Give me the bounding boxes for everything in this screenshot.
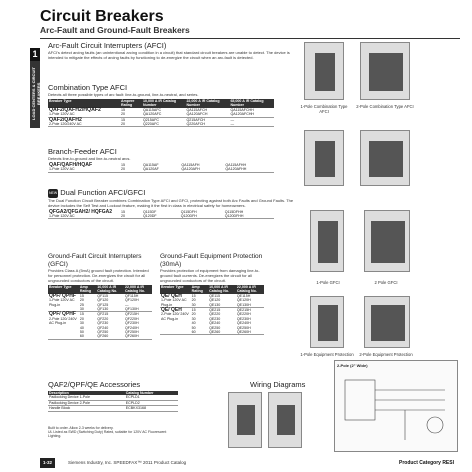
page-number: 1-32 [40, 458, 55, 468]
table-row: QAF2/QAFH2 2-Pole 120/240V AC 15 20 Q215AFC Q220AFC Q215AFCH Q220AFCH — — [48, 117, 274, 127]
breaker-photo [304, 42, 344, 100]
table-row: QPF/ QPHF 2-Pole 120/ 240V AC Plug-in 15 20 30 40 50 60 QF215 QF220 QF230 QF240 QF250 QF260 QF215H QF220H QF230H QF240H QF250H QF260H [48, 312, 152, 339]
header-rule [40, 38, 460, 39]
caption-1pole-afci: 1-Pole Combination Type AFCI [300, 104, 348, 114]
new-badge: NEW [48, 189, 58, 198]
table-row: QFGA2/QFGAH2/ HQFGA2 1-Pole 120V AC 15 20 Q115DF Q120DF Q115DFH Q120DFH Q115DFHH Q120DFHH [48, 210, 274, 219]
col-65k: 65,000 A IR Catalog Number [229, 99, 274, 108]
page-header [40, 8, 460, 35]
col-22k: 22,000 A IR Catalog Number [185, 99, 229, 108]
wiring-label: 2-Pole (2" Wide) [337, 363, 368, 368]
gfep-section [160, 253, 266, 335]
wiring-heading: Wiring Diagrams [250, 380, 306, 389]
dual-heading: Dual Function AFCI/GFCI [60, 188, 146, 197]
branch-section [48, 147, 292, 173]
branch-table [48, 163, 274, 173]
footer-catalog: Siemens Industry, Inc. SPEEDFAX™ 2011 Product Catalog [68, 460, 187, 465]
combo-heading: Combination Type AFCI [48, 83, 128, 92]
afci-text: AFCI's detect arcing faults (an unintentional arcing condition in a circuit) that standard circuit breakers are unable to detect. The device is intended to mitigate the effects of arcing faults by functioning to de-energize the circuit when an arc-fault is detected. [48, 50, 290, 60]
branch-text: Detects line-to-ground and line-to-neutral arcs. [48, 156, 131, 161]
combo-section [48, 83, 292, 127]
side-tab-label: LOAD CENTERS & CIRCUIT BREAKERS [31, 67, 41, 121]
table-row: Padlocking Device 1-Pole ECPLD1 [48, 395, 178, 400]
afci-heading: Arc-Fault Circuit Interrupters (AFCI) [48, 41, 167, 50]
breaker-photo [268, 392, 302, 448]
page-subtitle: Arc-Fault and Ground-Fault Breakers [40, 25, 190, 35]
accessories-table: Description Catalog Number Padlocking Device 1-Pole ECPLD1 Padlocking Device 2-Pole ECPLD2 Handle Block ECBKX3168 [48, 391, 178, 412]
wiring-diagram [334, 360, 458, 452]
table-row: QE/ QEH 2-Pole 120/ 240V AC Plug-in 15 20 30 40 50 60 QE215 QE220 QE230 QE240 QE250 QE260 QE215H QE220H QE230H QE240H QE250H QE260H [160, 308, 264, 335]
gfci-table: Breaker Type Amp Rating 10,000 A IR Catalog No. 22,000 A IR Catalog No. QPF/ QPHF 1-Pole 120V AC Plug-in 15 20 25 30 QF115 QF120 QF125 QF130 QF115H QF120H — QF130H QPF/ QPHF 2-Pole 120/ 240V AC Plug-in 15 20 30 40 50 60 QF215 QF220 QF230 QF240 QF250 QF260 QF215H QF220H QF230H QF240H QF250H QF260H [48, 285, 152, 340]
table-row: QAF2/QAFH2/HQAF2 1-Pole 120V AC 15 20 QA115AFC QA120AFC QA115AFCH QA120AFCH QA115AFCHH QA120AFCHH [48, 108, 274, 117]
gfep-text: Provides protection of equipment from damaging line-to-ground fault currents. De-energizes the circuit for all ungrounded conductors of the circuit. [160, 268, 260, 283]
breaker-photo [360, 130, 410, 186]
combo-table [48, 99, 274, 127]
table-row: QAF/QAFH/HQAF 1-Pole 120V AC 15 20 QA115AF QA120AF QA115AFH QA120AFH QA115AFHH QA120AFHH [48, 163, 274, 172]
afci-section [48, 41, 292, 60]
table-row: QE/ QEH 1-Pole 120V AC Plug-in 15 20 30 QE115 QE120 QE130 QE115H QE120H QE130H [160, 294, 264, 308]
dual-table [48, 210, 274, 220]
branch-heading: Branch-Feeder AFCI [48, 147, 117, 156]
caption-1pole-ep: 1-Pole Equipment Protection [300, 352, 354, 357]
gfep-heading: Ground-Fault Equipment Protection (30mA) [160, 253, 263, 268]
page-title: Circuit Breakers [40, 8, 164, 25]
gfci-section [48, 253, 154, 340]
caption-2pole-ep: 2-Pole Equipment Protection [359, 352, 413, 357]
breaker-photo [304, 130, 344, 186]
combo-text: Detects all three possible types of arc fault: line-to-ground, line-to-neutral, and series. [48, 92, 199, 97]
col-breaker-type: Breaker Type [48, 99, 120, 108]
breaker-photo [310, 296, 344, 348]
gfep-table: Breaker Type Amp Rating 10,000 A IR Catalog No. 22,000 A IR Catalog No. QE/ QEH 1-Pole 120V AC Plug-in 15 20 30 QE115 QE120 QE130 QE115H QE120H QE130H QE/ QEH 2-Pole 120/ 240V AC Plug-in 15 20 30 40 50 60 QE215 QE220 QE230 QE240 QE250 QE260 QE215H QE220H QE230H QE240H QE250H QE260H [160, 285, 264, 335]
accessories-section [48, 380, 178, 438]
note-1: Built to order. Allow 2-3 weeks for delivery. [48, 425, 114, 430]
gfci-heading: Ground-Fault Circuit Interrupters (GFCI) [48, 253, 142, 268]
table-row: Handle Block ECBKX3168 [48, 406, 178, 411]
side-tab-number: 1 [30, 48, 40, 61]
breaker-photo [364, 296, 410, 348]
breaker-photo [228, 392, 262, 448]
breaker-photo [310, 210, 344, 272]
table-row: QPF/ QPHF 1-Pole 120V AC Plug-in 15 20 25 30 QF115 QF120 QF125 QF130 QF115H QF120H — QF130H [48, 294, 152, 312]
caption-2pole-gfci: 2 Pole GFCI [374, 280, 398, 285]
caption-1pole-gfci: 1-Pole GFCI [316, 280, 340, 285]
dual-section [48, 188, 300, 219]
breaker-photo [360, 42, 410, 100]
caption-2pole-afci: 2-Pole Combination Type AFCI [356, 104, 414, 109]
side-tab [30, 48, 40, 128]
breaker-photo [364, 210, 410, 272]
accessories-heading: QAF2/QPF/QE Accessories [48, 380, 141, 389]
footer-category: Product Category RESI [398, 460, 454, 466]
table-row: Padlocking Device 2-Pole ECPLD2 [48, 400, 178, 405]
col-10k: 10,000 A IR Catalog Number [142, 99, 185, 108]
col-ampere: Ampere Rating [120, 99, 142, 108]
page-footer [40, 458, 460, 468]
dual-text: The Dual Function Circuit Breaker combines Combination Type AFCI and GFCI, protecting against both Arc Faults and Ground Faults. The device includes the Self Test and Lockout feature, making it the first in class in electrical safety for homeowners. [48, 197, 294, 208]
note-2: UL Listed as SWD (Switching Duty) Rated, suitable for 120V AC Fluorescent Lighting. [48, 429, 167, 439]
gfci-text: Provides Class A (5mA) ground fault protection. Intended for personnel protection. De-energizes the circuit for all ungrounded conductors of the circuit. [48, 268, 149, 283]
wiring-schematic [335, 370, 455, 450]
